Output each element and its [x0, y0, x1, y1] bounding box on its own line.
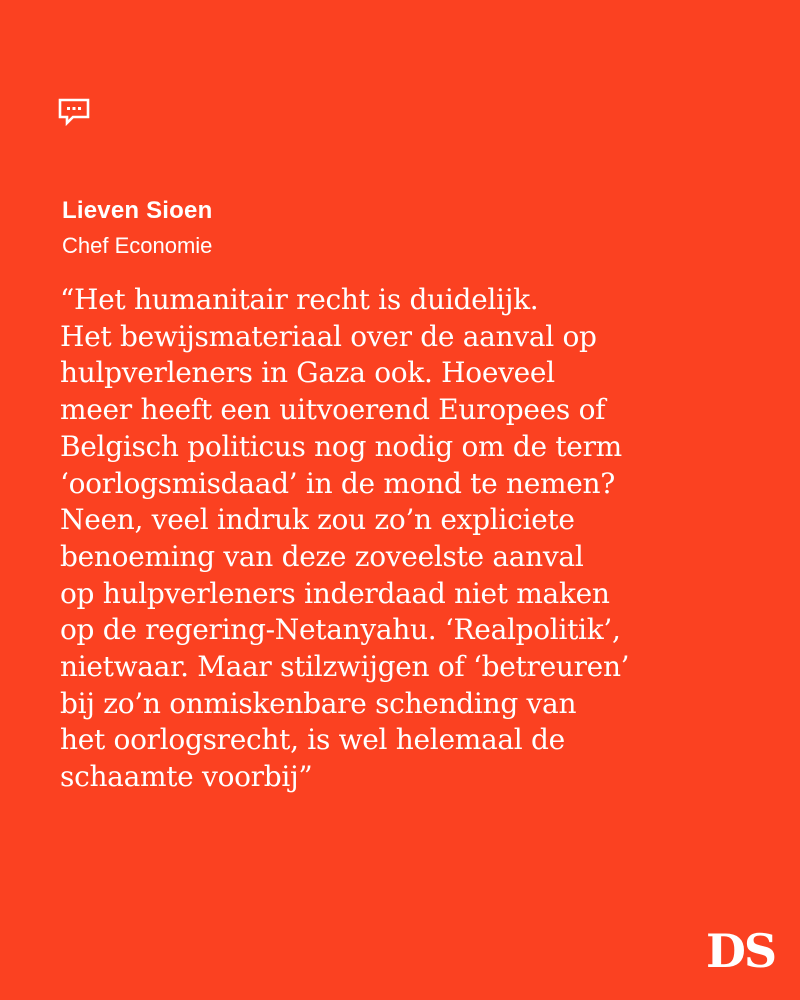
author-name: Lieven Sioen [62, 197, 213, 224]
author-role: Chef Economie [62, 233, 213, 258]
quote-text: “Het humanitair recht is duidelijk. Het bewijsmateriaal over de aanval op hulpverleners in Gaza ook. Hoeveel meer heeft een uitvoerend Europees of Belgisch politicus nog nodig om de term ‘oorlogsmisdaad’ in de mond te nemen? Neen, veel indruk zou zo’n expliciete benoeming van deze zoveelste aanval op hulpverleners inderdaad niet maken op de regering-Netanyahu. ‘Realpolitik’, nietwaar. Maar stilzwijgen of ‘betreuren’ bij zo’n onmiskenbare schending van het oorlogsrecht, is wel helemaal de schaamte voorbij” [60, 283, 630, 794]
comment-bubble-icon [58, 98, 90, 126]
ds-logo: DS [706, 924, 776, 978]
